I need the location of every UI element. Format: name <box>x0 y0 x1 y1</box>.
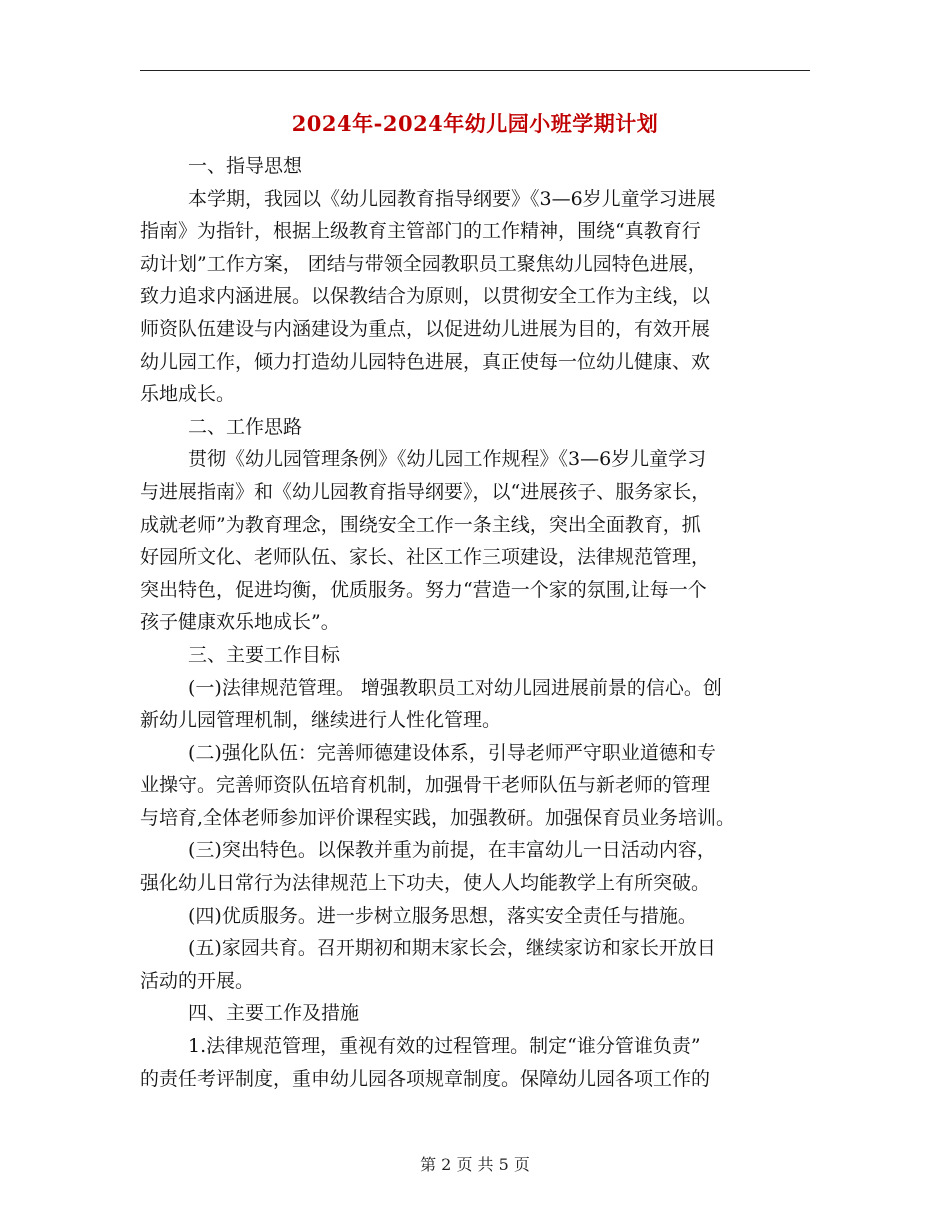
section-heading: 一、指导思想 <box>188 155 303 177</box>
body-text-line: 孩子健康欢乐地成长”。 <box>140 611 340 634</box>
body-text-line: 1.法律规范管理，重视有效的过程管理。制定“谁分管谁负责” <box>188 1035 701 1058</box>
body-text-line: 与进展指南》和《幼儿园教育指导纲要》，以“进展孩子、服务家长， <box>140 480 711 503</box>
body-text-line: 的责任考评制度，重申幼儿园各项规章制度。保障幼儿园各项工作的 <box>140 1067 711 1090</box>
body-text-line: (一)法律规范管理。 增强教职员工对幼儿园进展前景的信心。创 <box>188 676 722 699</box>
body-text-line: (四)优质服务。进一步树立服务思想，落实安全责任与措施。 <box>188 904 697 927</box>
document-title: 2024年-2024年幼儿园小班学期计划 <box>291 111 659 136</box>
body-text-line: 好园所文化、老师队伍、家长、社区工作三项建设，法律规范管理， <box>140 546 711 569</box>
page-number-footer: 第 2 页 共 5 页 <box>420 1155 530 1174</box>
body-text-line: 新幼儿园管理机制，继续进行人性化管理。 <box>140 709 502 732</box>
body-text-line: 强化幼儿日常行为法律规范上下功夫，使人人均能教学上有所突破。 <box>140 872 711 895</box>
body-text-line: 活动的开展。 <box>140 969 255 992</box>
document-body <box>140 150 820 1095</box>
body-text-line: (五)家园共育。召开期初和期末家长会，继续家访和家长开放日 <box>188 937 716 960</box>
body-text-line: 动计划”工作方案， 团结与带领全园教职员工聚焦幼儿园特色进展， <box>140 252 707 275</box>
body-text-line: 致力追求内涵进展。以保教结合为原则，以贯彻安全工作为主线，以 <box>140 285 711 308</box>
body-text-line: 贯彻《幼儿园管理条例》《幼儿园工作规程》《3—6岁儿童学习 <box>188 448 707 471</box>
body-text-line: (三)突出特色。以保教并重为前提，在丰富幼儿一日活动内容， <box>188 839 716 862</box>
body-text-line: 乐地成长。 <box>140 383 236 406</box>
section-heading: 四、主要工作及措施 <box>188 1002 360 1025</box>
section-heading: 二、工作思路 <box>188 415 303 438</box>
body-text-line: (二)强化队伍：完善师德建设体系，引导老师严守职业道德和专 <box>188 741 716 764</box>
body-text-line: 突出特色，促进均衡，优质服务。努力“营造一个家的氛围,让每一个 <box>140 578 707 601</box>
body-text-line: 师资队伍建设与内涵建设为重点，以促进幼儿进展为目的，有效开展 <box>140 317 711 340</box>
section-heading: 三、主要工作目标 <box>188 643 341 666</box>
header-rule <box>140 70 810 71</box>
body-text-line: 本学期，我园以《幼儿园教育指导纲要》《3—6岁儿童学习进展 <box>188 187 716 210</box>
body-text-line: 业操守。完善师资队伍培育机制，加强骨干老师队伍与新老师的管理 <box>140 774 711 797</box>
body-text-line: 幼儿园工作，倾力打造幼儿园特色进展，真正使每一位幼儿健康、欢 <box>140 350 711 373</box>
body-text-line: 成就老师”为教育理念，围绕安全工作一条主线，突出全面教育，抓 <box>140 513 701 536</box>
body-text-line: 指南》为指针，根据上级教育主管部门的工作精神，围绕“真教育行 <box>140 220 701 243</box>
body-text-line: 与培育,全体老师参加评价课程实践，加强教研。加强保育员业务培训。 <box>140 806 736 829</box>
